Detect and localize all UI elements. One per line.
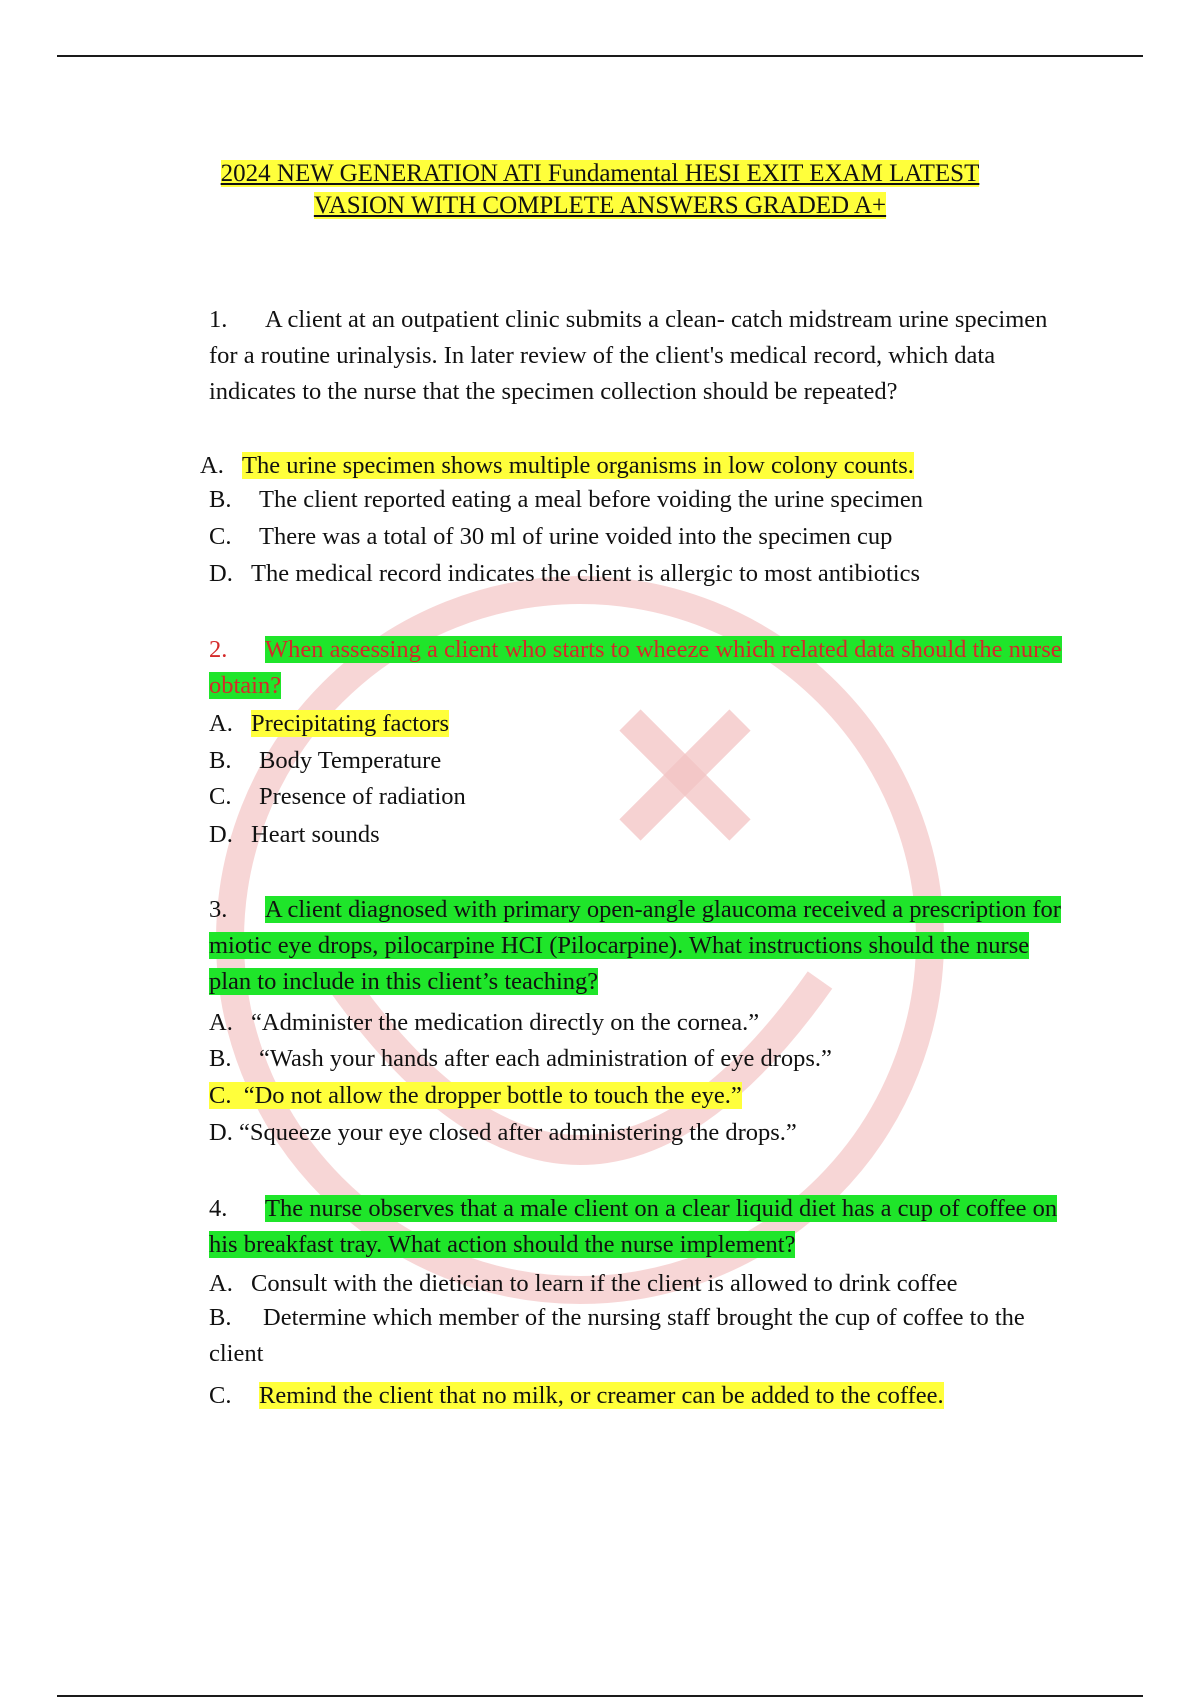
option-text: The medical record indicates the client is allergic to most antibiotics: [251, 560, 921, 587]
option-letter: B.: [209, 1045, 232, 1072]
option-text: The urine specimen shows multiple organisms in low colony counts.: [242, 452, 914, 479]
option-text: Consult with the dietician to learn if the client is allowed to drink coffee: [251, 1270, 958, 1297]
header-rule: [57, 55, 1143, 57]
question-number: 1.: [209, 306, 228, 333]
option-text: Body Temperature: [259, 747, 442, 774]
option-letter: D.: [209, 1119, 233, 1146]
option-2a: [209, 707, 449, 741]
option-letter: A.: [200, 452, 224, 479]
option-2d: [209, 818, 380, 852]
option-letter: B.: [209, 1304, 232, 1331]
option-text: “Administer the medication directly on the cornea.”: [251, 1009, 760, 1036]
option-1d: [209, 557, 920, 591]
option-letter: C.: [209, 783, 232, 810]
question-4: [209, 1191, 1069, 1263]
option-1b: [209, 483, 923, 517]
option-text: “Wash your hands after each administration of eye drops.”: [259, 1045, 832, 1072]
question-number: 2.: [209, 636, 228, 663]
question-text: The nurse observes that a male client on a clear liquid diet has a cup of coffee on his breakfast tray. What action should the nurse implement?: [209, 1195, 1058, 1258]
question-text: When assessing a client who starts to wheeze which related data should the nurse obtain?: [209, 636, 1062, 699]
option-letter: D.: [209, 560, 233, 587]
option-letter: B.: [209, 486, 232, 513]
option-text: Determine which member of the nursing staff brought the cup of coffee to the client: [209, 1304, 1025, 1367]
option-text: “Squeeze your eye closed after administering the drops.”: [238, 1119, 797, 1146]
option-letter: C.: [209, 1082, 232, 1109]
question-text: A client diagnosed with primary open-angle glaucoma received a prescription for miotic eye drops, pilocarpine HCI (Pilocarpine). What instructions should the nurse plan to include in this client’s teaching?: [209, 896, 1061, 995]
option-2c: [209, 780, 466, 814]
question-1: [209, 302, 1069, 410]
option-text: Presence of radiation: [259, 783, 466, 810]
option-letter: D.: [209, 821, 233, 848]
option-4a: [209, 1267, 957, 1301]
option-letter: A.: [209, 710, 233, 737]
option-3b: [209, 1042, 832, 1076]
title-line-1: 2024 NEW GENERATION ATI Fundamental HESI EXIT EXAM LATEST: [220, 160, 980, 187]
option-3c: [209, 1079, 742, 1113]
question-text: A client at an outpatient clinic submits a clean- catch midstream urine specimen for a routine urinalysis. In later review of the client's medical record, which data indicates to the nurse that the specimen collection should be repeated?: [209, 306, 1048, 405]
document-title: [150, 158, 1050, 222]
title-line-2: VASION WITH COMPLETE ANSWERS GRADED A+: [313, 192, 887, 219]
option-letter: C.: [209, 523, 232, 550]
option-text: The client reported eating a meal before voiding the urine specimen: [259, 486, 923, 513]
option-letter: C.: [209, 1382, 232, 1409]
option-1a: [200, 449, 914, 483]
option-text: Precipitating factors: [251, 710, 449, 737]
question-number: 4.: [209, 1195, 228, 1222]
option-text: There was a total of 30 ml of urine voided into the specimen cup: [259, 523, 893, 550]
option-2b: [209, 744, 441, 778]
question-2: [209, 632, 1069, 704]
footer-rule: [57, 1695, 1143, 1697]
option-text: “Do not allow the dropper bottle to touch the eye.”: [243, 1082, 742, 1109]
option-4c: [209, 1379, 944, 1413]
option-letter: A.: [209, 1009, 233, 1036]
option-text: Heart sounds: [251, 821, 380, 848]
option-4b: [209, 1300, 1069, 1372]
option-3d: [209, 1116, 797, 1150]
option-letter: B.: [209, 747, 232, 774]
option-1c: [209, 520, 892, 554]
option-3a: [209, 1006, 759, 1040]
option-letter: A.: [209, 1270, 233, 1297]
option-text: Remind the client that no milk, or creamer can be added to the coffee.: [259, 1382, 944, 1409]
question-number: 3.: [209, 896, 228, 923]
question-3: [209, 892, 1069, 1000]
